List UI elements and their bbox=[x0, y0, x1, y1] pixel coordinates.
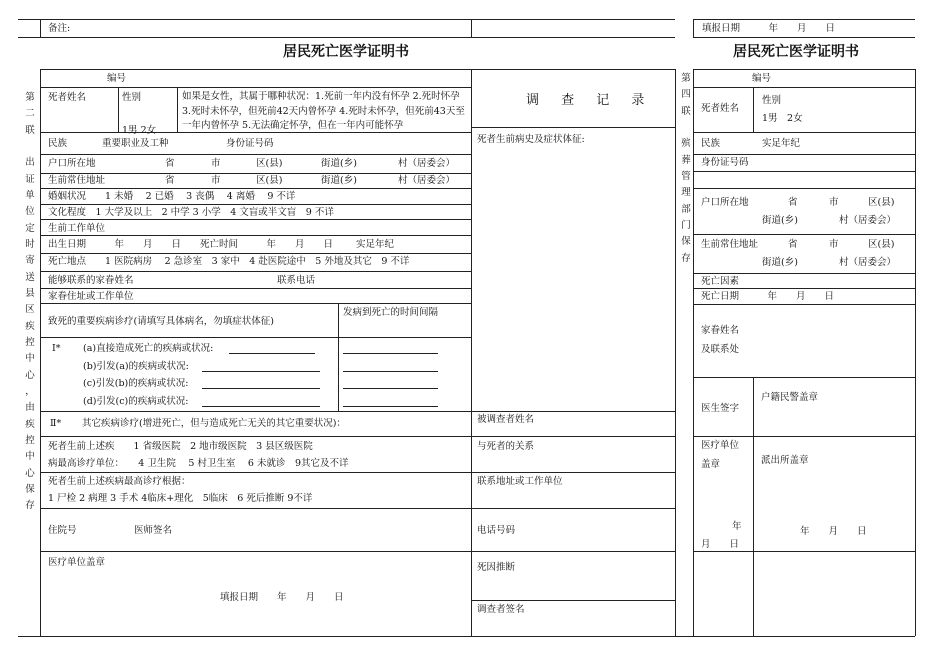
main-right-border bbox=[675, 69, 676, 636]
stub-deceased-name: 死者姓名 bbox=[701, 103, 740, 114]
row-line bbox=[40, 472, 675, 473]
right-side-label-char: 殡 bbox=[681, 138, 691, 150]
cause-b-line bbox=[202, 371, 320, 372]
hukou-city: 市 bbox=[211, 158, 221, 169]
left-side-label-char: 单 bbox=[25, 189, 35, 201]
row-line bbox=[40, 204, 471, 205]
stub-station-seal: 派出所盖章 bbox=[761, 455, 809, 466]
left-title: 居民死亡医学证明书 bbox=[283, 44, 409, 60]
left-side-label-char: 中 bbox=[25, 353, 35, 365]
row-line bbox=[471, 600, 675, 601]
diagnosis-basis-options: 1 尸检 2 病理 3 手术 4临床+理化 5临床 6 死后推断 9不详 bbox=[48, 493, 313, 504]
stub-line bbox=[693, 154, 915, 155]
sex-options: 1男 2女 bbox=[122, 125, 157, 136]
stub-residence-province: 省 bbox=[788, 239, 798, 250]
residence-village: 村（居委会） bbox=[398, 175, 456, 186]
stub-hukou-street: 街道(乡) bbox=[762, 215, 798, 226]
survey-phone: 电话号码 bbox=[477, 525, 516, 536]
right-side-label-char: 存 bbox=[681, 252, 691, 264]
stub-date-yue-ri: 月 日 bbox=[701, 539, 740, 550]
left-side-label-char: 联 bbox=[25, 124, 35, 136]
row-line bbox=[40, 411, 675, 412]
left-side-label-char: 定 bbox=[25, 222, 35, 234]
stub-police-seal: 户籍民警盖章 bbox=[761, 392, 819, 403]
cause-b: (b)引发(a)的疾病或状况: bbox=[83, 361, 189, 372]
col-line bbox=[118, 87, 119, 132]
residence-city: 市 bbox=[211, 175, 221, 186]
stub-line bbox=[693, 132, 915, 133]
right-side-label-char: 联 bbox=[681, 105, 691, 117]
survey-title: 调 查 记 录 bbox=[526, 93, 654, 108]
right-side-label-char: 部 bbox=[681, 203, 691, 215]
stub-residence-district: 区(县) bbox=[868, 239, 895, 250]
row-line bbox=[693, 69, 915, 70]
residence-district: 区(县) bbox=[256, 175, 283, 186]
stub-residence: 生前常住地址 bbox=[701, 239, 759, 250]
unit-seal: 医疗单位盖章 bbox=[48, 557, 106, 568]
right-side-label-char bbox=[680, 120, 692, 136]
death-time: 死亡时间 年 月 日 bbox=[200, 239, 334, 250]
stub-family-name: 家眷姓名 bbox=[701, 325, 740, 336]
row-line bbox=[40, 173, 471, 174]
contact-phone: 联系电话 bbox=[277, 275, 316, 286]
right-side-label-char: 四 bbox=[681, 89, 691, 101]
family-address: 家眷住址或工作单位 bbox=[48, 291, 134, 302]
row-line bbox=[18, 636, 915, 637]
right-side-label-char: 保 bbox=[681, 236, 691, 248]
interval-header: 发病到死亡的时间间隔 bbox=[343, 307, 439, 318]
actual-age: 实足年纪 bbox=[356, 239, 395, 250]
row-line bbox=[40, 69, 675, 70]
stub-top-border bbox=[693, 19, 915, 20]
right-side-label-char: 门 bbox=[681, 219, 691, 231]
row-line bbox=[40, 303, 471, 304]
stub-unit-seal-2: 盖章 bbox=[701, 459, 721, 470]
stub-hukou-province: 省 bbox=[788, 197, 798, 208]
hukou-street: 街道(乡) bbox=[321, 158, 357, 169]
right-side-label-char: 第 bbox=[681, 73, 691, 84]
remark-right-divider bbox=[471, 19, 472, 37]
top-border-bottom bbox=[18, 37, 675, 38]
row-line bbox=[471, 127, 675, 128]
row-line bbox=[40, 219, 471, 220]
education-level: 文化程度 1 大学及以上 2 中学 3 小学 4 文盲或半文盲 9 不详 bbox=[48, 207, 334, 218]
residence-street: 街道(乡) bbox=[321, 175, 357, 186]
left-side-label-char: 疾 bbox=[25, 320, 35, 332]
left-side-label-char: 时 bbox=[25, 238, 35, 250]
stub-cause: 死亡因素 bbox=[701, 276, 740, 287]
stub-line bbox=[693, 234, 915, 235]
doctor-signature: 医师签名 bbox=[134, 525, 173, 536]
deceased-name-label: 死者姓名 bbox=[48, 92, 87, 103]
left-side-label-char: 疾 bbox=[25, 418, 35, 430]
stub-line bbox=[693, 171, 915, 172]
right-side-label bbox=[680, 71, 692, 267]
hukou-province: 省 bbox=[165, 158, 175, 169]
row-line bbox=[40, 235, 471, 236]
stub-date-nian: 年 bbox=[732, 521, 742, 532]
survey-history: 死者生前病史及症状体征: bbox=[477, 134, 585, 145]
stub-family-contact: 及联系处 bbox=[701, 344, 740, 355]
marital-status: 婚姻状况 1 未婚 2 已婚 3 丧偶 4 离婚 9 不详 bbox=[48, 191, 296, 202]
survey-respondent: 被调查者姓名 bbox=[477, 414, 535, 425]
survey-address: 联系地址或工作单位 bbox=[477, 476, 563, 487]
row-line bbox=[40, 288, 471, 289]
right-side-label-char: 管 bbox=[681, 170, 691, 182]
hospital-number: 住院号 bbox=[48, 525, 77, 536]
stub-line bbox=[693, 551, 915, 552]
stub-sex: 性别 bbox=[762, 95, 782, 106]
stub-col-line bbox=[753, 87, 754, 132]
residence-province: 省 bbox=[165, 175, 175, 186]
stub-sex-options: 1男 2女 bbox=[762, 113, 803, 124]
row-line bbox=[40, 132, 471, 133]
number-label: 编号 bbox=[107, 73, 127, 84]
row-line bbox=[40, 188, 471, 189]
stub-unit-seal-1: 医疗单位 bbox=[701, 440, 740, 451]
stub-inner-border bbox=[753, 377, 754, 636]
prev-visit: 死者生前上述疾 1 省级医院 2 地市级医院 3 县区级医院 bbox=[48, 441, 313, 452]
stub-age: 实足年纪 bbox=[762, 138, 801, 149]
cause-d-line bbox=[202, 406, 320, 407]
left-side-label-char: 控 bbox=[25, 336, 35, 348]
stub-id-number: 身份证号码 bbox=[701, 157, 749, 168]
left-side-label-char: 存 bbox=[25, 500, 35, 512]
stub-residence-village: 村（居委会） bbox=[839, 257, 897, 268]
left-side-label-char: 送 bbox=[25, 271, 35, 283]
sex-label: 性别 bbox=[122, 92, 142, 103]
stub-hukou: 户口所在地 bbox=[701, 197, 749, 208]
left-side-label-char: 心 bbox=[25, 467, 35, 479]
stub-top-left bbox=[693, 19, 694, 37]
row-line bbox=[40, 436, 675, 437]
stub-fill-date: 填报日期 年 月 日 bbox=[702, 23, 836, 34]
left-side-label-char: 控 bbox=[25, 434, 35, 446]
part-two-marker: Ⅱ* bbox=[50, 418, 62, 429]
interval-b-line bbox=[343, 371, 438, 372]
stub-right-border bbox=[915, 69, 916, 636]
stub-residence-city: 市 bbox=[829, 239, 839, 250]
left-side-label-char: 二 bbox=[25, 108, 35, 120]
stub-number: 编号 bbox=[752, 73, 772, 84]
right-title: 居民死亡医学证明书 bbox=[733, 44, 859, 60]
interval-d-line bbox=[343, 406, 438, 407]
occupation-label: 重要职业及工种 bbox=[102, 138, 169, 149]
left-side-label-char: 心 bbox=[25, 369, 35, 381]
cause-c-line bbox=[202, 388, 320, 389]
remark-label: 备注: bbox=[48, 23, 71, 34]
stub-line bbox=[693, 273, 915, 274]
part-two-text: 其它疾病诊疗(增进死亡，但与造成死亡无关的其它重要状况)： bbox=[82, 418, 346, 429]
left-side-label-char: 第 bbox=[25, 92, 35, 103]
remark-left-divider bbox=[40, 19, 41, 37]
highest-unit: 病最高诊疗单位： 4 卫生院 5 村卫生室 6 未就诊 9其它及不详 bbox=[48, 458, 349, 469]
left-side-label-char: 证 bbox=[25, 173, 35, 185]
stub-line bbox=[693, 377, 915, 378]
col-line bbox=[338, 303, 339, 411]
stub-line bbox=[693, 87, 915, 88]
cause-a-line bbox=[229, 353, 315, 354]
stub-hukou-district: 区(县) bbox=[868, 197, 895, 208]
survey-inference: 死因推断 bbox=[477, 562, 516, 573]
survey-relation: 与死者的关系 bbox=[477, 441, 535, 452]
row-line bbox=[40, 508, 675, 509]
stub-line bbox=[693, 304, 915, 305]
right-side-label-char: 葬 bbox=[681, 154, 691, 166]
row-line bbox=[40, 87, 471, 88]
left-side-label-char: 由 bbox=[25, 402, 35, 414]
cause-header: 致死的重要疾病诊疗(请填写具体病名，勿填症状体征) bbox=[48, 316, 274, 327]
left-side-label bbox=[24, 90, 36, 515]
cause-c: (c)引发(b)的疾病或状况: bbox=[83, 378, 189, 389]
fill-date: 填报日期 年 月 日 bbox=[220, 592, 344, 603]
death-place: 死亡地点 1 医院病房 2 急诊室 3 家中 4 赴医院途中 5 外地及其它 9 不详 bbox=[48, 256, 410, 267]
stub-line bbox=[693, 188, 915, 189]
cause-a: (a)直接造成死亡的疾病或状况: bbox=[83, 343, 214, 354]
survey-investigator: 调查者签名 bbox=[477, 604, 525, 615]
left-side-label-char: 位 bbox=[25, 206, 35, 218]
left-side-label-char: 保 bbox=[25, 483, 35, 495]
stub-death-date: 死亡日期 年 月 日 bbox=[701, 291, 835, 302]
row-line bbox=[40, 337, 471, 338]
left-side-label-char: 区 bbox=[25, 304, 35, 316]
right-side-label-char: 理 bbox=[681, 187, 691, 199]
left-side-label-char: 寄 bbox=[25, 255, 35, 267]
stub-line bbox=[693, 288, 915, 289]
stub-top-border-bottom bbox=[693, 37, 915, 38]
left-side-label-char: ， bbox=[25, 385, 35, 397]
family-contact: 能够联系的家眷姓名 bbox=[48, 275, 134, 286]
row-line bbox=[40, 154, 471, 155]
left-side-label-char: 中 bbox=[25, 451, 35, 463]
pregnancy-status: 如果是女性，其属于哪种状况：1.死前一年内没有怀孕 2.死时怀孕 3.死时未怀孕，但死前42天内曾怀孕 4.死时未怀孕，但死前43天至一年内曾怀孕 5.无法确定怀孕，但在一年内可能怀孕 bbox=[182, 91, 465, 132]
left-side-label-char: 县 bbox=[25, 287, 35, 299]
top-border bbox=[18, 19, 675, 20]
col-line bbox=[177, 87, 178, 132]
stub-doctor-sign: 医生签字 bbox=[701, 403, 740, 414]
hukou-district: 区(县) bbox=[256, 158, 283, 169]
id-number-label: 身份证号码 bbox=[226, 138, 274, 149]
interval-c-line bbox=[343, 388, 438, 389]
stub-date-full: 年 月 日 bbox=[800, 526, 867, 537]
left-side-label-char bbox=[24, 139, 36, 155]
row-line bbox=[40, 253, 471, 254]
ethnicity-label: 民族 bbox=[48, 138, 68, 149]
diagnosis-basis: 死者生前上述疾病最高诊疗根据： bbox=[48, 476, 191, 487]
birth-date: 出生日期 年 月 日 bbox=[48, 239, 182, 250]
stub-hukou-city: 市 bbox=[829, 197, 839, 208]
row-line bbox=[40, 271, 471, 272]
workplace-label: 生前工作单位 bbox=[48, 223, 106, 234]
residence-label: 生前常住地址 bbox=[48, 175, 106, 186]
stub-residence-street: 街道(乡) bbox=[762, 257, 798, 268]
interval-a-line bbox=[343, 353, 438, 354]
cause-d: (d)引发(c)的疾病或状况: bbox=[83, 396, 189, 407]
part-one-marker: Ⅰ* bbox=[52, 343, 61, 354]
stub-ethnicity: 民族 bbox=[701, 138, 721, 149]
hukou-village: 村（居委会） bbox=[398, 158, 456, 169]
stub-line bbox=[693, 436, 915, 437]
row-line bbox=[40, 551, 675, 552]
left-side-label-char: 出 bbox=[25, 157, 35, 169]
stub-hukou-village: 村（居委会） bbox=[839, 215, 897, 226]
hukou-label: 户口所在地 bbox=[48, 158, 96, 169]
